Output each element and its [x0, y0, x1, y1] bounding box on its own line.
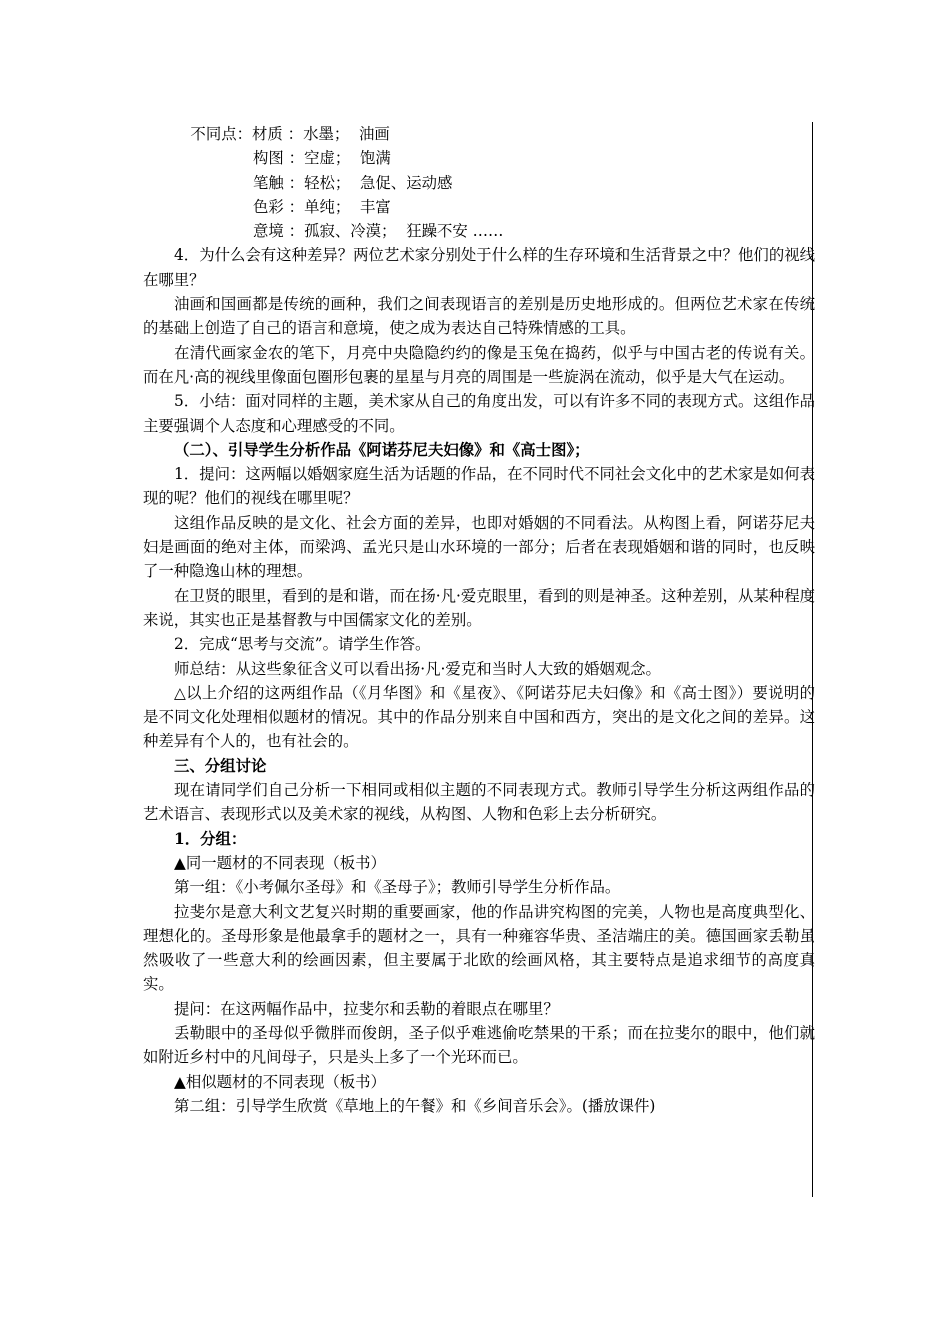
section-heading-2: （二）、引导学生分析作品《阿诺芬尼夫妇像》和《高士图》；	[174, 440, 590, 459]
paragraph: 在清代画家金农的笔下，月亮中央隐隐约约的像是玉兔在捣药，似乎与中国古老的传说有关。而在凡·高的视线里像面包圈形包裹的星星与月亮的周围是一些旋涡在流动，似乎是大气在运动。	[143, 343, 815, 386]
difference-row	[143, 171, 815, 195]
difference-label: 不同点：	[190, 125, 252, 143]
difference-row	[143, 195, 815, 219]
summary-5: 5．小结：面对同样的主题，美术家从自己的角度出发，可以有许多不同的表现方式。这组作品主要强调个人态度和心理感受的不同。	[143, 392, 815, 435]
difference-label	[143, 146, 253, 170]
task-2: 2．完成“思考与交流”。请学生作答。	[174, 635, 431, 654]
group-2: 第二组：引导学生欣赏《草地上的午餐》和《乡间音乐会》。(播放课件)	[174, 1096, 656, 1115]
difference-label	[143, 219, 253, 243]
question-1: 1．提问：这两幅以婚姻家庭生活为话题的作品，在不同时代不同社会文化中的艺术家是如何表现的呢？他们的视线在哪里呢？	[143, 465, 815, 508]
paragraph: 拉斐尔是意大利文艺复兴时期的重要画家，他的作品讲究构图的完美，人物也是高度典型化、理想化的。圣母形象是他最拿手的题材之一，具有一种雍容华贵、圣洁端庄的美。德国画家丢勒虽然吸收了一些意大利的绘画因素，但主要属于北欧的绘画风格，其主要特点是追求细节的高度真实。	[143, 902, 815, 994]
group-1: 第一组：《小考佩尔圣母》和《圣母子》；教师引导学生分析作品。	[174, 878, 621, 897]
document-body	[143, 122, 815, 1118]
difference-text: 构图 ：空虚； 饱满	[253, 149, 391, 168]
paragraph: 在卫贤的眼里，看到的是和谐，而在扬·凡·爱克眼里，看到的则是神圣。这种差别，从某种程度来说，其实也正是基督教与中国儒家文化的差别。	[143, 586, 815, 629]
section-heading-3: 三、分组讨论	[174, 756, 267, 775]
paragraph: 这组作品反映的是文化、社会方面的差异，也即对婚姻的不同看法。从构图上看，阿诺芬尼夫妇是画面的绝对主体，而梁鸿、孟光只是山水环境的一部分；后者在表现婚姻和谐的同时，也反映了一种隐逸山林的理想。	[143, 513, 815, 581]
question-4: 4．为什么会有这种差异？两位艺术家分别处于什么样的生存环境和生活背景之中？他们的视线在哪里？	[143, 246, 815, 289]
teacher-summary: 师总结：从这些象征含义可以看出扬·凡·爱克和当时人大致的婚姻观念。	[174, 659, 661, 678]
paragraph: 油画和国画都是传统的画种，我们之间表现语言的差别是历史地形成的。但两位艺术家在传统的基础上创造了自己的语言和意境，使之成为表达自己特殊情感的工具。	[143, 295, 815, 338]
board-note: ▲同一题材的不同表现（板书）	[174, 853, 386, 872]
note-paragraph: △以上介绍的这两组作品（《月华图》和《星夜》、《阿诺芬尼夫妇像》和《高士图》）要说明的是不同文化处理相似题材的情况。其中的作品分别来自中国和西方，突出的是文化之间的差异。这种差异有个人的，也有社会的。	[143, 683, 815, 751]
difference-text: 色彩 ：单纯； 丰富	[253, 197, 391, 216]
subheading-grouping: 1．分组：	[174, 829, 247, 848]
paragraph: 丢勒眼中的圣母似乎微胖而俊朗，圣子似乎难逃偷吃禁果的干系；而在拉斐尔的眼中，他们就如附近乡村中的凡间母子，只是头上多了一个光环而已。	[143, 1023, 815, 1067]
difference-row	[143, 122, 815, 146]
difference-row	[143, 219, 815, 243]
question: 提问：在这两幅作品中，拉斐尔和丢勒的着眼点在哪里？	[174, 999, 559, 1018]
board-note: ▲相似题材的不同表现（板书）	[174, 1072, 386, 1091]
paragraph: 现在请同学们自己分析一下相同或相似主题的不同表现方式。教师引导学生分析这两组作品的艺术语言、表现形式以及美术家的视线，从构图、人物和色彩上去分析研究。	[143, 781, 815, 824]
difference-label	[143, 171, 253, 195]
difference-text: 笔触 ：轻松； 急促、运动感	[253, 173, 453, 192]
difference-text: 材质 ：水墨； 油画	[252, 125, 390, 143]
difference-row	[143, 146, 815, 170]
difference-label	[143, 195, 253, 219]
difference-text: 意境 ：孤寂、冷漠； 狂躁不安 ……	[253, 222, 504, 241]
